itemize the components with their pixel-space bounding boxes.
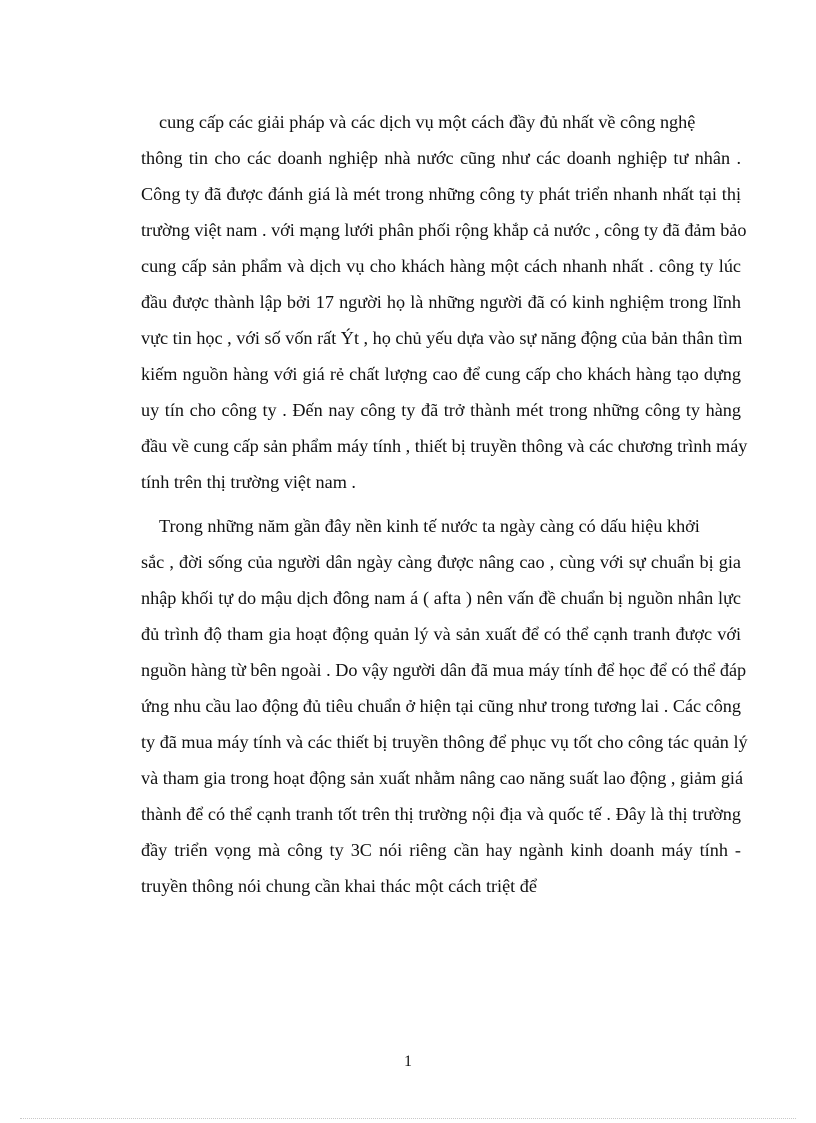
paragraph-2-line-2: sắc , đời sống của người dân ngày càng được nâng cao , cùng với sự chuẩn bị gia [141,552,741,572]
paragraph-2-line-5: nguồn hàng từ bên ngoài . Do vậy người dân đã mua máy tính để học để có thể đáp [141,660,747,680]
paragraph-2-line-3: nhập khối tự do mậu dịch đông nam á ( afta ) nên vấn đề chuẩn bị nguồn nhân lực [141,588,741,608]
paragraph-1-line-1: cung cấp các giải pháp và các dịch vụ một cách đầy đủ nhất về công nghệ [159,112,696,132]
paragraph-2-line-6: ứng nhu cầu lao động đủ tiêu chuẩn ở hiện tại cũng như trong tương lai . Các công [141,696,741,716]
paragraph-2-line-4: đủ trình độ tham gia hoạt động quản lý và sản xuất để có thể cạnh tranh được với [141,624,741,644]
page-bottom-rule [20,1118,796,1119]
paragraph-2-line-8: và tham gia trong hoạt động sản xuất nhằm nâng cao năng suất lao động , giảm giá [141,768,744,788]
paragraph-1-line-11: tính trên thị trường việt nam . [141,472,356,492]
paragraph-2-line-10: đầy triển vọng mà công ty 3C nói riêng cần hay ngành kinh doanh máy tính - [141,840,741,860]
paragraph-1-line-3: Công ty đã được đánh giá là mét trong những công ty phát triển nhanh nhất tại thị [141,184,741,204]
paragraph-2-line-1: Trong những năm gần đây nền kinh tế nước ta ngày càng có dấu hiệu khởi [159,516,700,536]
paragraph-1-line-9: uy tín cho công ty . Đến nay công ty đã trở thành mét trong những công ty hàng [141,400,741,420]
paragraph-1-line-2: thông tin cho các doanh nghiệp nhà nước cũng như các doanh nghiệp tư nhân . [141,148,741,168]
paragraph-1-line-7: vực tin học , với số vốn rất Ýt , họ chủ yếu dựa vào sự năng động của bản thân tìm [141,328,743,348]
paragraph-1-line-4: trường việt nam . với mạng lưới phân phối rộng khắp cả nước , công ty đã đảm bảo [141,220,747,240]
page-number: 1 [404,1053,412,1070]
paragraph-1-line-5: cung cấp sản phẩm và dịch vụ cho khách hàng một cách nhanh nhất . công ty lúc [141,256,741,276]
paragraph-1-line-6: đầu được thành lập bởi 17 người họ là những người đã có kinh nghiệm trong lĩnh [141,292,741,312]
paragraph-2-line-9: thành để có thể cạnh tranh tốt trên thị trường nội địa và quốc tế . Đây là thị trường [141,804,741,824]
paragraph-1-line-8: kiếm nguồn hàng với giá rẻ chất lượng cao để cung cấp cho khách hàng tạo dựng [141,364,741,384]
paragraph-1-line-10: đầu về cung cấp sản phẩm máy tính , thiết bị truyền thông và các chương trình máy [141,436,748,456]
paragraph-2-line-11: truyền thông nói chung cần khai thác một cách triệt để [141,876,537,896]
paragraph-2-line-7: ty đã mua máy tính và các thiết bị truyền thông để phục vụ tốt cho công tác quản lý [141,732,748,752]
